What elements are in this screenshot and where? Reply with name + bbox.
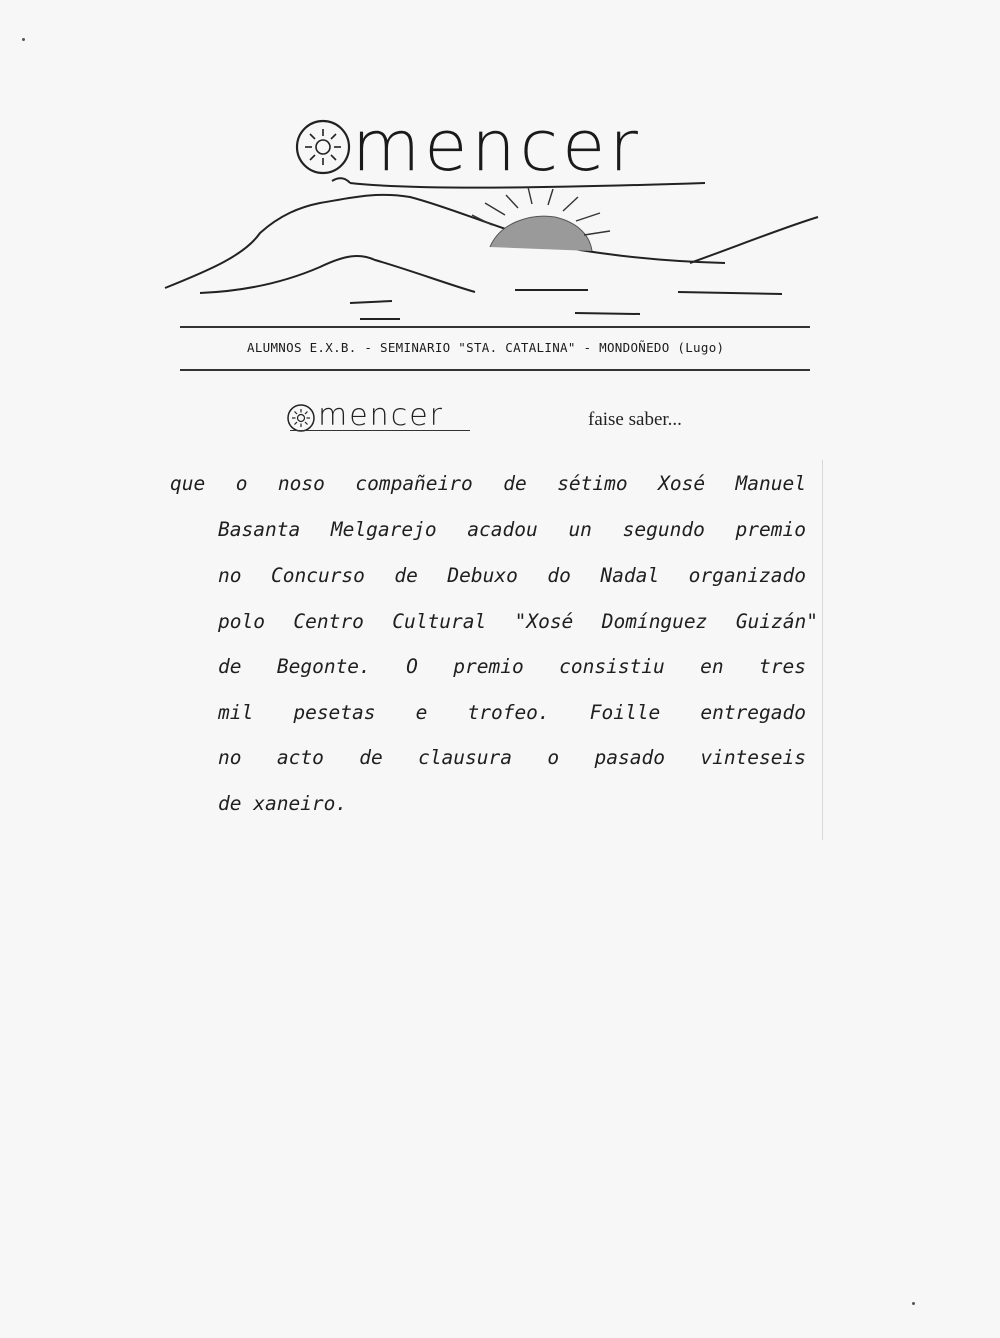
article-line: Basanta Melgarejo acadou un segundo premio <box>218 518 806 541</box>
masthead-title: mencer <box>352 105 642 187</box>
article-line: de Begonte. O premio consistiu en tres <box>218 655 806 678</box>
article-line: que o noso compañeiro de sétimo Xosé Manuel <box>170 472 806 495</box>
scan-speck <box>912 1302 915 1305</box>
sun-logo-small-icon <box>286 403 316 433</box>
article-line: no acto de clausura o pasado vinteseis <box>218 746 806 769</box>
subheading-title: mencer <box>318 398 444 433</box>
clipping-edge <box>822 460 823 840</box>
article-line: mil pesetas e trofeo. Foille entregado <box>218 701 806 724</box>
article-line: polo Centro Cultural "Xosé Domínguez Guizán" <box>218 610 818 633</box>
sun-logo-icon <box>293 117 353 177</box>
article-line-last: de xaneiro. <box>218 792 348 815</box>
subheading-underline <box>290 430 470 431</box>
article-line: no Concurso de Debuxo do Nadal organizado <box>218 564 806 587</box>
scan-speck <box>22 38 25 41</box>
tagline: faise saber... <box>588 409 682 430</box>
masthead-rule-top <box>180 326 810 328</box>
masthead-rule-bottom <box>180 369 810 371</box>
school-line: ALUMNOS E.X.B. - SEMINARIO "STA. CATALINA" - MONDOÑEDO (Lugo) <box>247 340 725 355</box>
